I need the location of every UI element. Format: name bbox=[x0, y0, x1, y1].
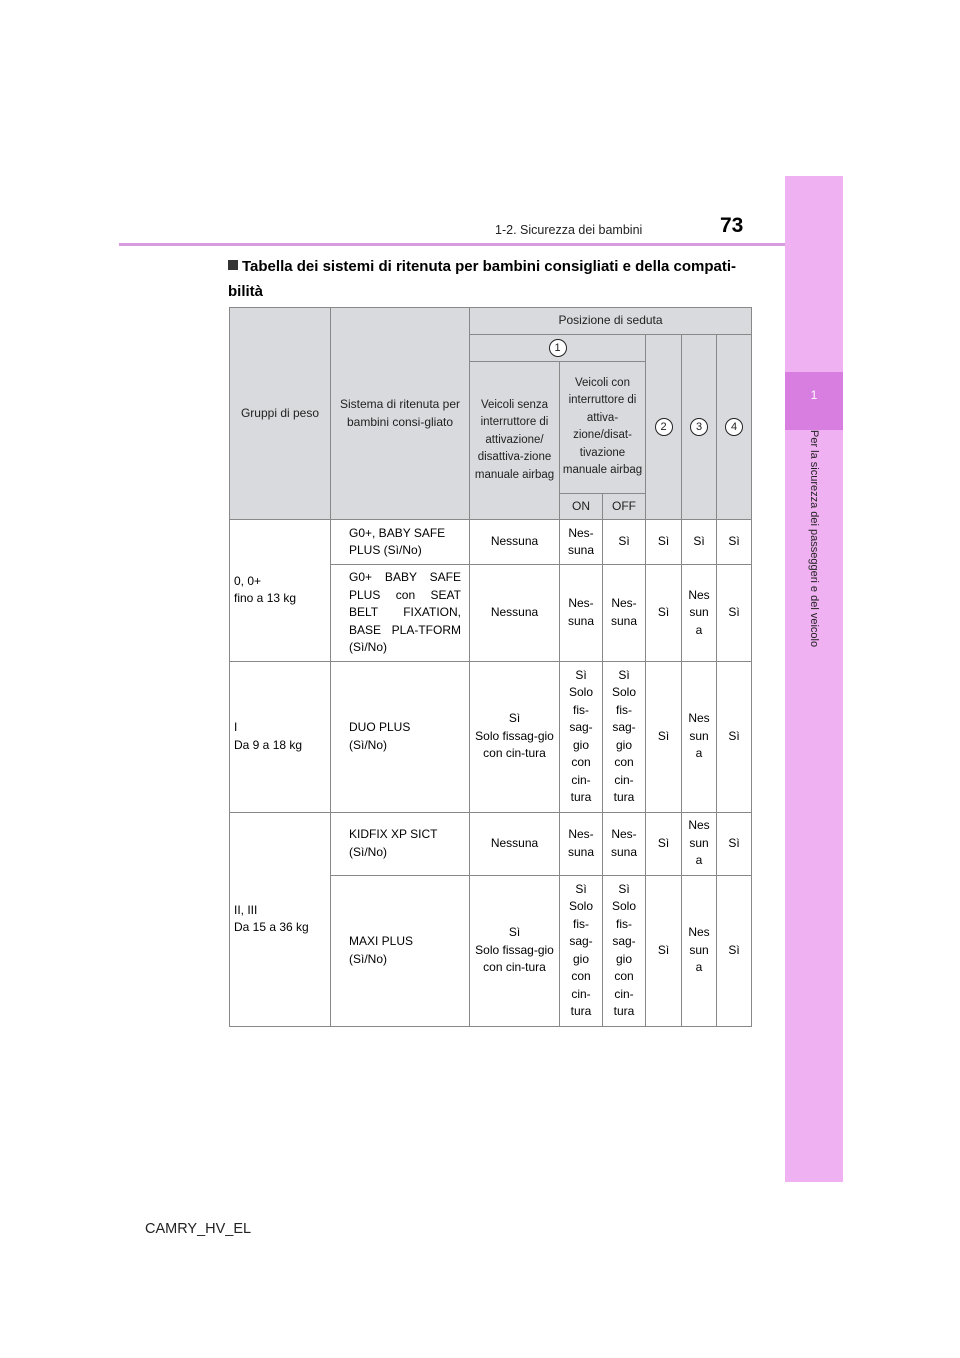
without-switch-cell: Sì Solo fissag-gio con cin-tura bbox=[470, 875, 560, 1026]
seat-4-cell: Sì bbox=[717, 875, 752, 1026]
off-cell: Sì Solo fis- sag- gio con cin- tura bbox=[603, 875, 646, 1026]
header-seat-1 bbox=[470, 334, 646, 361]
seat-2-cell: Sì bbox=[646, 875, 682, 1026]
seat-2-cell: Sì bbox=[646, 661, 682, 812]
seat-2-cell: Sì bbox=[646, 520, 682, 565]
on-cell: Sì Solo fis- sag- gio con cin- tura bbox=[560, 875, 603, 1026]
table-row bbox=[230, 661, 752, 812]
chapter-title-text: Per la sicurezza dei passeggeri e del veicolo bbox=[808, 430, 820, 648]
seat-3-cell: Nes sun a bbox=[682, 661, 717, 812]
without-switch-cell: Sì Solo fissag-gio con cin-tura bbox=[470, 661, 560, 812]
on-cell: Nes-suna bbox=[560, 520, 603, 565]
seat-3-cell: Sì bbox=[682, 520, 717, 565]
off-cell: Sì bbox=[603, 520, 646, 565]
off-cell: Nes-suna bbox=[603, 812, 646, 875]
seat-4-cell: Sì bbox=[717, 812, 752, 875]
page-number: 73 bbox=[720, 214, 744, 237]
seat-3-cell: Nes sun a bbox=[682, 812, 717, 875]
header-seat-3 bbox=[682, 334, 717, 520]
table-heading bbox=[228, 254, 763, 304]
header-vehicles-with-switch: Veicoli con interruttore di attiva-zione/disat-tivazione manuale airbag bbox=[560, 361, 646, 493]
document-footer: CAMRY_HV_EL bbox=[145, 1221, 252, 1237]
seat-2-cell: Sì bbox=[646, 812, 682, 875]
seat-3-cell: Nes sun a bbox=[682, 565, 717, 662]
table-row bbox=[230, 812, 752, 875]
off-cell: Sì Solo fis- sag- gio con cin- tura bbox=[603, 661, 646, 812]
seat-2-cell: Sì bbox=[646, 565, 682, 662]
system-cell: G0+, BABY SAFE PLUS (Sì/No) bbox=[331, 520, 470, 565]
chapter-title-vertical bbox=[807, 430, 821, 700]
seat-3-icon: 3 bbox=[690, 418, 708, 436]
system-cell: G0+ BABY SAFE PLUS con SEAT BELT FIXATION, BASE PLA-TFORM (Sì/No) bbox=[331, 565, 470, 662]
without-switch-cell: Nessuna bbox=[470, 520, 560, 565]
header-switch-on: ON bbox=[560, 493, 603, 520]
seat-4-cell: Sì bbox=[717, 565, 752, 662]
header-seating-position: Posizione di seduta bbox=[470, 308, 752, 335]
off-cell: Nes-suna bbox=[603, 565, 646, 662]
seat-3-cell: Nes sun a bbox=[682, 875, 717, 1026]
header-weight-group: Gruppi di peso bbox=[230, 308, 331, 520]
weight-group-cell: I Da 9 a 18 kg bbox=[230, 661, 331, 812]
compatibility-table bbox=[229, 307, 752, 1027]
seat-4-cell: Sì bbox=[717, 661, 752, 812]
header-divider bbox=[119, 243, 785, 246]
header-vehicles-without-switch: Veicoli senza interruttore di attivazione/ disattiva-zione manuale airbag bbox=[470, 361, 560, 520]
on-cell: Nes-suna bbox=[560, 812, 603, 875]
on-cell: Sì Solo fis- sag- gio con cin- tura bbox=[560, 661, 603, 812]
section-title: 1-2. Sicurezza dei bambini bbox=[495, 223, 643, 237]
seat-4-icon: 4 bbox=[725, 418, 743, 436]
system-cell: MAXI PLUS (Sì/No) bbox=[331, 875, 470, 1026]
on-cell: Nes-suna bbox=[560, 565, 603, 662]
system-cell: DUO PLUS (Sì/No) bbox=[331, 661, 470, 812]
without-switch-cell: Nessuna bbox=[470, 812, 560, 875]
header-seat-4 bbox=[717, 334, 752, 520]
header-switch-off: OFF bbox=[603, 493, 646, 520]
weight-group-cell: II, III Da 15 a 36 kg bbox=[230, 812, 331, 1026]
seat-2-icon: 2 bbox=[655, 418, 673, 436]
table-heading-text: Tabella dei sistemi di ritenuta per bambini consigliati e della compati-bilità bbox=[228, 258, 737, 300]
without-switch-cell: Nessuna bbox=[470, 565, 560, 662]
seat-1-icon: 1 bbox=[549, 339, 567, 357]
weight-group-cell: 0, 0+ fino a 13 kg bbox=[230, 520, 331, 662]
header-restraint-system: Sistema di ritenuta per bambini consi-gliato bbox=[331, 308, 470, 520]
seat-4-cell: Sì bbox=[717, 520, 752, 565]
system-cell: KIDFIX XP SICT (Sì/No) bbox=[331, 812, 470, 875]
table-row bbox=[230, 520, 752, 565]
chapter-number: 1 bbox=[810, 388, 818, 402]
square-bullet-icon bbox=[228, 260, 238, 270]
header-seat-2 bbox=[646, 334, 682, 520]
